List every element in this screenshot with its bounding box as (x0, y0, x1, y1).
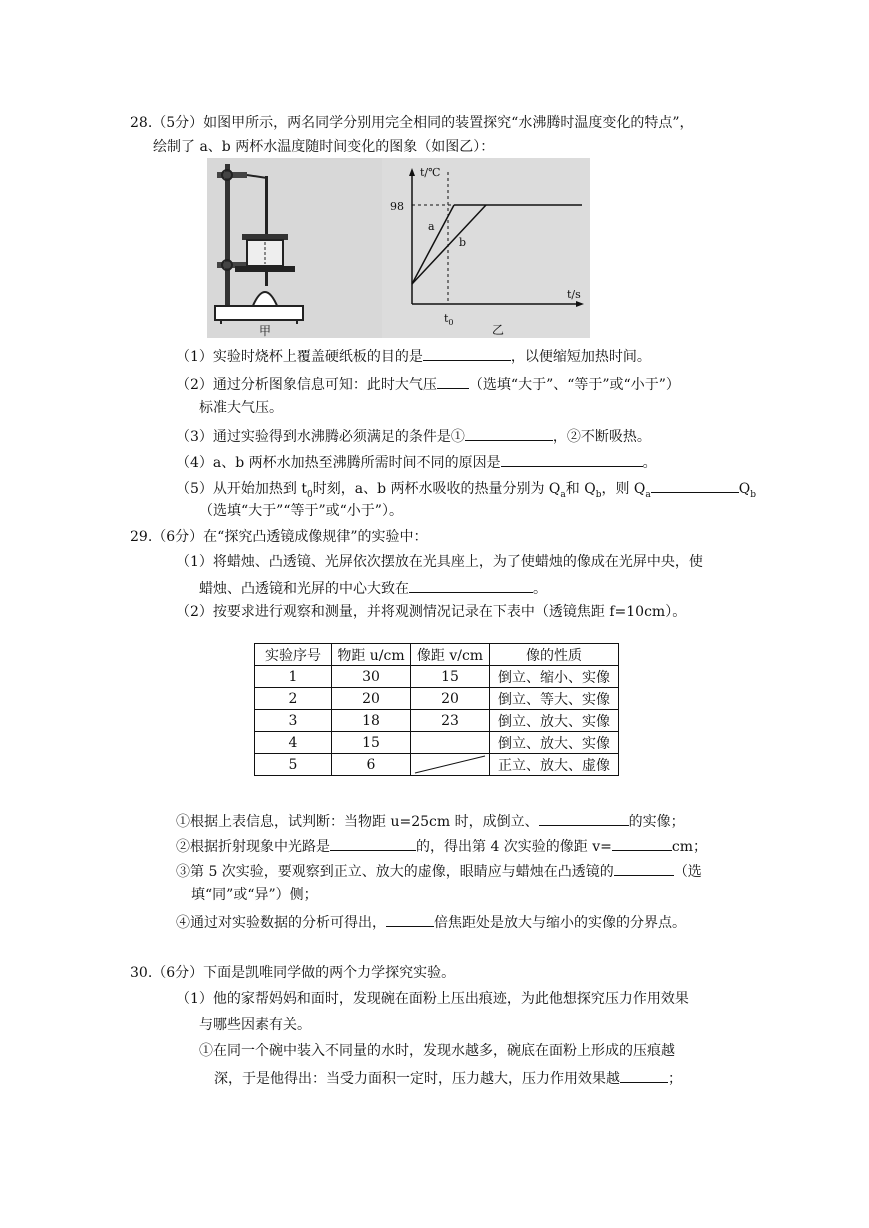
table-cell: 2 (255, 688, 332, 710)
q30-stem: 30.（6分）下面是凯唯同学做的两个力学探究实验。 (130, 965, 456, 981)
q30-sub1-cont: 深，于是他得出：当受力面积一定时，压力越大，压力作用效果越 ； (214, 1067, 682, 1089)
q28-part2: （2）通过分析图象信息可知：此时大气压 （选填“大于”、“等于”或“小于”） (176, 373, 680, 395)
table-cell: 3 (255, 710, 332, 732)
q29-part1: （1）将蜡烛、凸透镜、光屏依次摆放在光具座上，为了使蜡烛的像成在光屏中央，使 (176, 554, 703, 570)
q29-sub4: ④通过对实验数据的分析可得出， 倍焦距处是放大与缩小的实像的分界点。 (176, 911, 686, 933)
data-table (254, 643, 619, 776)
table-header-cell: 实验序号 (255, 644, 332, 666)
q29-stem: 29.（6分）在“探究凸透镜成像规律”的实验中： (130, 529, 428, 545)
table-cell: 15 (332, 732, 411, 754)
x-axis-label: t/s (567, 288, 581, 301)
answer-blank[interactable] (651, 477, 739, 493)
q29-sub1: ①根据上表信息，试判断：当物距 u=25cm 时，成倒立、 的实像； (176, 810, 685, 832)
diagonal-slash-icon (411, 754, 489, 775)
table-row (255, 710, 619, 732)
q28-part1: （1）实验时烧杯上覆盖硬纸板的目的是 ，以便缩短加热时间。 (176, 345, 651, 367)
q30-part1-cont: 与哪些因素有关。 (199, 1017, 311, 1033)
answer-blank[interactable] (409, 577, 533, 593)
q28-stem-line2: 绘制了 a、b 两杯水温度随时间变化的图象（如图乙）： (153, 139, 495, 155)
line-a-label: a (428, 220, 435, 233)
table-cell: 正立、放大、虚像 (490, 754, 619, 776)
answer-blank[interactable] (620, 1067, 668, 1083)
table-row (255, 688, 619, 710)
answer-blank[interactable] (539, 810, 629, 826)
q29-part1-cont: 蜡烛、凸透镜和光屏的中心大致在 。 (199, 577, 547, 599)
table-cell: 倒立、等大、实像 (490, 688, 619, 710)
answer-blank[interactable] (437, 373, 469, 389)
answer-blank[interactable] (612, 835, 672, 851)
table-cell: 23 (411, 710, 490, 732)
table-cell: 20 (332, 688, 411, 710)
line-b-label: b (459, 236, 467, 249)
table-row (255, 666, 619, 688)
q30-part1: （1）他的家帮妈妈和面时，发现碗在面粉上压出痕迹，为此他想探究压力作用效果 (176, 991, 689, 1007)
table-header-cell: 像距 v/cm (411, 644, 490, 666)
temperature-graph (382, 158, 590, 338)
table-header-cell: 像的性质 (490, 644, 619, 666)
table-cell: 倒立、放大、实像 (490, 710, 619, 732)
q28-stem-line1: 28.（5分）如图甲所示，两名同学分别用完全相同的装置探究“水沸腾时温度变化的特点”， (130, 115, 694, 131)
table-cell: 15 (411, 666, 490, 688)
q29-part2: （2）按要求进行观察和测量，并将观测情况记录在下表中（透镜焦距 f=10cm）。 (176, 604, 687, 620)
q29-sub3-cont: 填“同”或“异”）侧； (191, 887, 318, 903)
q29-sub3: ③第 5 次实验，要观察到正立、放大的虚像，眼睛应与蜡烛在凸透镜的 （选 (176, 860, 702, 882)
answer-blank[interactable] (386, 911, 434, 927)
y-value-98: 98 (390, 200, 404, 213)
answer-blank[interactable] (330, 835, 416, 851)
table-header-cell: 物距 u/cm (332, 644, 411, 666)
table-cell: 20 (411, 688, 490, 710)
table-row (255, 754, 619, 776)
q28-part4: （4）a、b 两杯水加热至沸腾所需时间不同的原因是 。 (176, 451, 657, 473)
q28-part2-cont: 标准大气压。 (199, 400, 283, 416)
answer-blank[interactable] (465, 425, 553, 441)
table-cell: 30 (332, 666, 411, 688)
answer-blank[interactable] (501, 451, 643, 467)
q29-sub2: ②根据折射现象中光路是 的，得出第 4 次实验的像距 v= cm； (176, 835, 707, 857)
fig-right-label: 乙 (492, 323, 505, 337)
table-cell: 1 (255, 666, 332, 688)
table-cell: 18 (332, 710, 411, 732)
t0-label: $t_0$ (444, 312, 454, 327)
fig-left-label: 甲 (259, 324, 272, 338)
q30-sub1: ①在同一个碗中装入不同量的水时，发现水越多，碗底在面粉上形成的压痕越 (199, 1043, 675, 1059)
q28-part5: （5）从开始加热到 $t_0$时刻，a、b 两杯水吸收的热量分别为 $Q_a$和 $Q_b$，则 $Q_a$ $Q_b$ (176, 477, 756, 505)
table-cell: 6 (332, 754, 411, 776)
table-cell: 倒立、放大、实像 (490, 732, 619, 754)
table-cell: 4 (255, 732, 332, 754)
table-cell-slashed (411, 754, 490, 776)
q28-part5-cont: （选填“大于”“等于”或“小于”）。 (199, 503, 403, 519)
q28-part3: （3）通过实验得到水沸腾必须满足的条件是① ，②不断吸热。 (176, 425, 651, 447)
table-cell: 倒立、缩小、实像 (490, 666, 619, 688)
table-header-row (255, 644, 619, 666)
table-cell-empty (411, 732, 490, 754)
answer-blank[interactable] (423, 345, 511, 361)
table-cell: 5 (255, 754, 332, 776)
apparatus-figure (207, 158, 382, 338)
answer-blank[interactable] (614, 860, 674, 876)
table-row (255, 732, 619, 754)
y-axis-label: t/℃ (420, 166, 441, 179)
